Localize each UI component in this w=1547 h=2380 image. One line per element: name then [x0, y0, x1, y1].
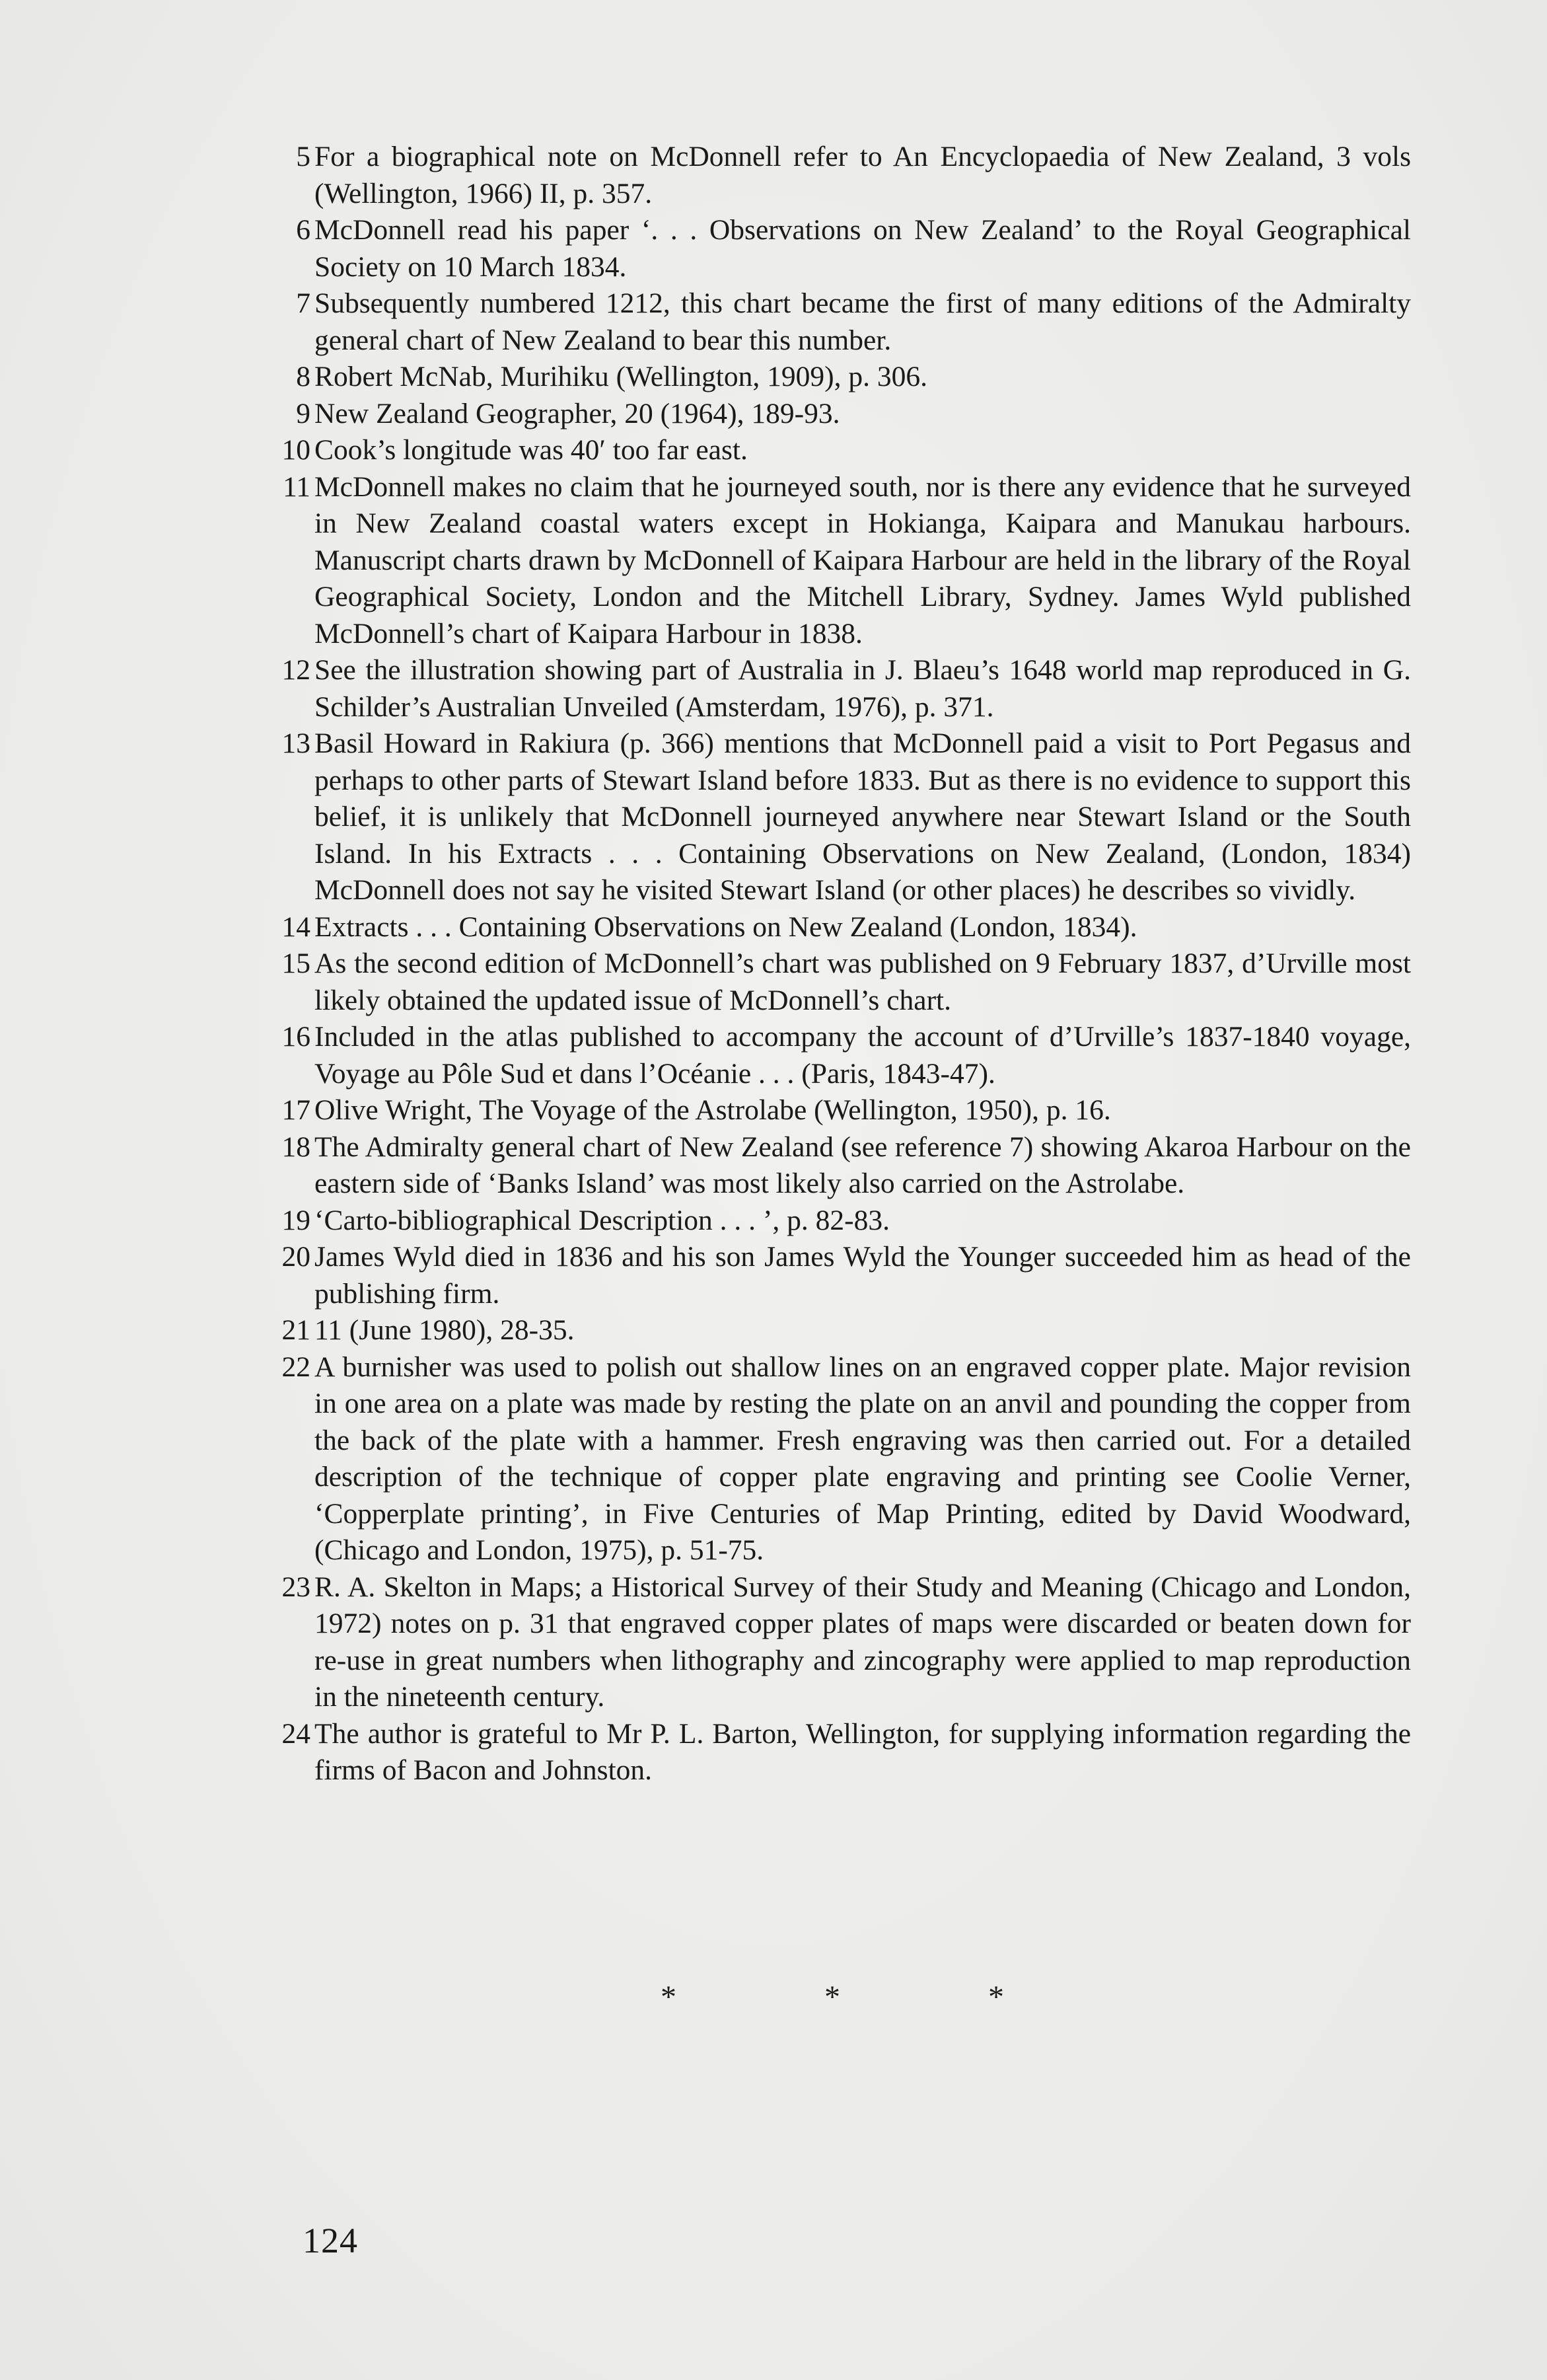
- footnote-number: 14: [281, 911, 310, 943]
- footnote-item: [271, 1349, 1411, 1569]
- footnote-number: 6: [296, 214, 310, 246]
- footnote-text: James Wyld died in 1836 and his son James Wyld the Younger succeeded him as head of the publishing firm.: [314, 1241, 1411, 1310]
- footnote-number: 23: [281, 1571, 310, 1603]
- footnote-item: [271, 432, 1411, 469]
- footnote-item: [271, 1092, 1411, 1129]
- footnote-text: The Admiralty general chart of New Zealand (see reference 7) showing Akaroa Harbour on the eastern side of ‘Banks Island’ was most likely also carried on the Astrolabe.: [314, 1131, 1411, 1199]
- footnote-item: [271, 469, 1411, 653]
- footnote-item: [271, 212, 1411, 285]
- footnote-item: [271, 725, 1411, 909]
- footnote-number: 20: [281, 1241, 310, 1273]
- footnote-text: The author is grateful to Mr P. L. Barton, Wellington, for supplying information regarding the firms of Bacon and Johnston.: [314, 1717, 1411, 1786]
- footnote-text: A burnisher was used to polish out shallow lines on an engraved copper plate. Major revision in one area on a plate was made by resting the plate on an anvil and pounding the copper from the back of the plate with a hammer. Fresh engraving was then carried out. For a detailed description of the technique of copper plate engraving and printing see Coolie Verner, ‘Copperplate printing’, in Five Centuries of Map Printing, edited by David Woodward, (Chicago and London, 1975), p. 51-75.: [314, 1351, 1411, 1566]
- footnote-item: [271, 1203, 1411, 1240]
- footnote-number: 12: [281, 654, 310, 686]
- footnote-text: 11 (June 1980), 28-35.: [314, 1314, 575, 1346]
- footnote-number: 7: [296, 287, 310, 319]
- section-separator: [661, 1979, 1004, 2015]
- footnote-text: See the illustration showing part of Australia in J. Blaeu’s 1648 world map reproduced in G. Schilder’s Australian Unveiled (Amsterdam, 1976), p. 371.: [314, 654, 1411, 723]
- footnote-item: [271, 285, 1411, 359]
- footnote-text: ‘Carto-bibliographical Description . . . ’, p. 82-83.: [314, 1204, 890, 1236]
- footnote-text: For a biographical note on McDonnell refer to An Encyclopaedia of New Zealand, 3 vols (Wellington, 1966) II, p. 357.: [314, 141, 1411, 209]
- footnote-text: Olive Wright, The Voyage of the Astrolabe (Wellington, 1950), p. 16.: [314, 1094, 1111, 1126]
- footnote-text: Cook’s longitude was 40′ too far east.: [314, 434, 748, 466]
- footnote-item: [271, 1716, 1411, 1789]
- footnote-item: [271, 139, 1411, 212]
- footnote-number: 10: [281, 434, 310, 466]
- footnote-item: [271, 1129, 1411, 1203]
- footnote-number: 18: [281, 1131, 310, 1163]
- footnote-item: [271, 1019, 1411, 1092]
- footnote-item: [271, 652, 1411, 725]
- footnote-number: 17: [281, 1094, 310, 1126]
- footnote-number: 15: [281, 948, 310, 979]
- separator-star: *: [988, 1980, 1004, 2015]
- footnote-number: 5: [296, 141, 310, 172]
- footnote-text: Extracts . . . Containing Observations on New Zealand (London, 1834).: [314, 911, 1137, 943]
- footnote-text: As the second edition of McDonnell’s chart was published on 9 February 1837, d’Urville most likely obtained the updated issue of McDonnell’s chart.: [314, 948, 1411, 1016]
- footnote-number: 24: [281, 1717, 310, 1750]
- footnote-number: 19: [281, 1204, 310, 1236]
- footnote-number: 11: [283, 470, 310, 503]
- footnote-text: McDonnell makes no claim that he journeyed south, nor is there any evidence that he surveyed in New Zealand coastal waters except in Hokianga, Kaipara and Manukau harbours. Manuscript charts drawn by McDonnell of Kaipara Harbour are held in the library of the Royal Geographical Society, London and the Mitchell Library, Sydney. James Wyld published McDonnell’s chart of Kaipara Harbour in 1838.: [314, 470, 1411, 650]
- footnote-text: McDonnell read his paper ‘. . . Observations on New Zealand’ to the Royal Geographical Society on 10 March 1834.: [314, 214, 1411, 283]
- footnote-item: [271, 1569, 1411, 1716]
- footnote-number: 8: [296, 361, 310, 392]
- footnote-item: [271, 946, 1411, 1019]
- footnote-number: 13: [281, 727, 310, 759]
- footnote-item: [271, 1239, 1411, 1312]
- footnote-item: [271, 909, 1411, 946]
- footnote-number: 16: [281, 1021, 310, 1053]
- page-number: 124: [303, 2221, 358, 2260]
- footnote-text: Robert McNab, Murihiku (Wellington, 1909), p. 306.: [314, 361, 928, 392]
- footnote-text: Basil Howard in Rakiura (p. 366) mentions that McDonnell paid a visit to Port Pegasus and perhaps to other parts of Stewart Island before 1833. But as there is no evidence to support this belief, it is unlikely that McDonnell journeyed anywhere near Stewart Island or the South Island. In his Extracts . . . Containing Observations on New Zealand, (London, 1834) McDonnell does not say he visited Stewart Island (or other places) he describes so vividly.: [314, 727, 1411, 906]
- footnote-number: 21: [281, 1314, 310, 1346]
- footnote-number: 22: [281, 1351, 310, 1383]
- footnote-text: New Zealand Geographer, 20 (1964), 189-93.: [314, 397, 840, 429]
- footnote-text: Subsequently numbered 1212, this chart became the first of many editions of the Admiralty general chart of New Zealand to bear this number.: [314, 287, 1411, 356]
- footnote-item: [271, 359, 1411, 396]
- separator-star: *: [661, 1980, 676, 2015]
- footnote-text: R. A. Skelton in Maps; a Historical Survey of their Study and Meaning (Chicago and London, 1972) notes on p. 31 that engraved copper plates of maps were discarded or beaten down for re-use in great numbers when lithography and zincography were applied to map reproduction in the nineteenth century.: [314, 1571, 1411, 1713]
- separator-star: *: [824, 1980, 840, 2015]
- footnote-list: [271, 139, 1411, 1789]
- footnote-number: 9: [296, 397, 310, 429]
- footnote-text: Included in the atlas published to accompany the account of d’Urville’s 1837-1840 voyage, Voyage au Pôle Sud et dans l’Océanie . . . (Paris, 1843-47).: [314, 1021, 1411, 1090]
- footnote-item: [271, 1312, 1411, 1349]
- footnote-item: [271, 396, 1411, 433]
